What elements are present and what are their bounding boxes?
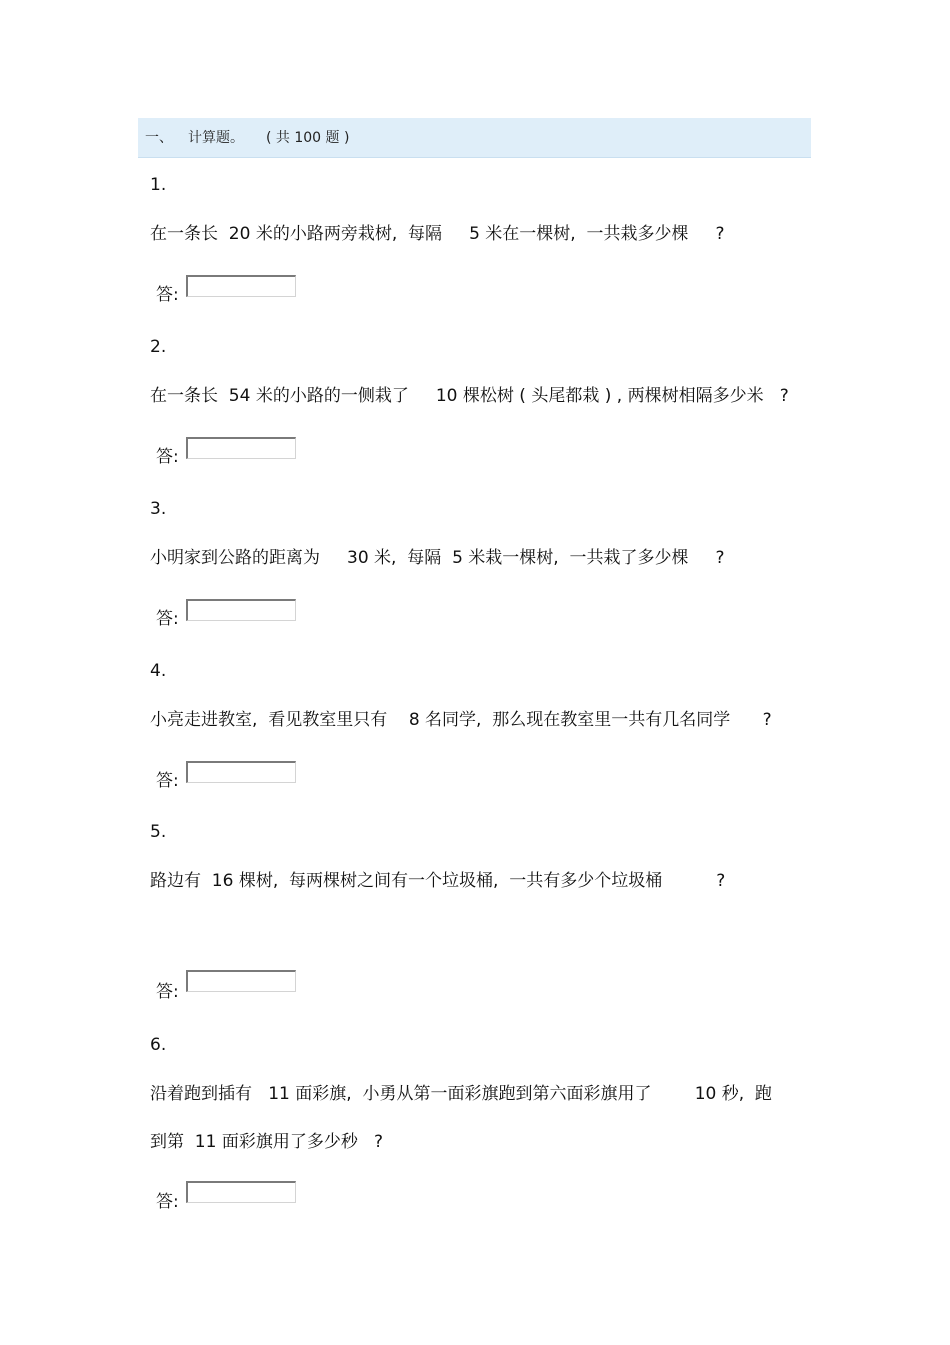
section-index: 一、 — [145, 130, 173, 146]
section-title: 计算题。 — [188, 130, 244, 146]
question-number: 6. — [150, 1035, 167, 1055]
answer-label: 答: — [156, 285, 179, 305]
question-text: 沿着跑到插有 11 面彩旗, 小勇从第一面彩旗跑到第六面彩旗用了 10 秒, 跑 — [150, 1084, 772, 1104]
answer-input[interactable] — [186, 599, 296, 621]
question-text-continued: 到第 11 面彩旗用了多少秒 ? — [150, 1132, 384, 1152]
question-text: 路边有 16 棵树, 每两棵树之间有一个垃圾桶, 一共有多少个垃圾桶 ? — [150, 871, 726, 891]
question-number: 2. — [150, 337, 167, 357]
answer-input[interactable] — [186, 970, 296, 992]
answer-input[interactable] — [186, 275, 296, 297]
answer-label: 答: — [156, 609, 179, 629]
section-header — [138, 118, 811, 158]
answer-label: 答: — [156, 447, 179, 467]
question-text: 在一条长 54 米的小路的一侧栽了 10 棵松树 ( 头尾都栽 ) , 两棵树相隔多少米 ? — [150, 386, 789, 406]
answer-input[interactable] — [186, 437, 296, 459]
question-number: 5. — [150, 822, 167, 842]
question-number: 4. — [150, 661, 167, 681]
question-text: 小明家到公路的距离为 30 米, 每隔 5 米栽一棵树, 一共栽了多少棵 ? — [150, 548, 725, 568]
answer-input[interactable] — [186, 761, 296, 783]
answer-label: 答: — [156, 982, 179, 1002]
question-number: 1. — [150, 175, 167, 195]
question-count: ( 共 100 题 ) — [266, 130, 350, 146]
answer-label: 答: — [156, 771, 179, 791]
answer-input[interactable] — [186, 1181, 296, 1203]
question-number: 3. — [150, 499, 167, 519]
question-text: 在一条长 20 米的小路两旁栽树, 每隔 5 米在一棵树, 一共栽多少棵 ? — [150, 224, 725, 244]
question-text: 小亮走进教室, 看见教室里只有 8 名同学, 那么现在教室里一共有几名同学 ? — [150, 710, 772, 730]
answer-label: 答: — [156, 1192, 179, 1212]
